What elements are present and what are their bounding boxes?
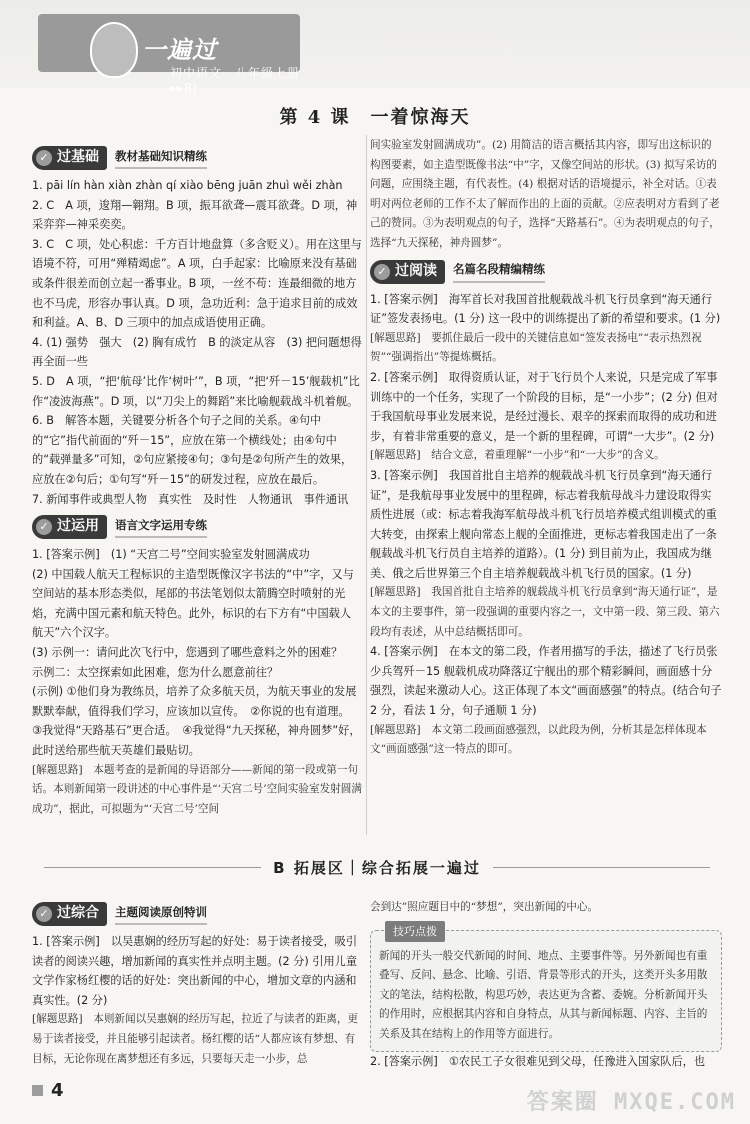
- check-icon: ✓: [36, 150, 52, 166]
- answer-item: 1. [答案示例] 海军首长对我国首批舰载战斗机飞行员拿到“海天通行证”签发表扬电。(1 分) 这一段中的训练提出了新的希望和要求。(1 分): [370, 292, 721, 326]
- answer-item: 4. [答案示例] 在本文的第二段，作者用描写的手法，描述了飞行员张少兵驾歼－15 舰载机成功降落辽宁舰出的那个精彩瞬间，画面感十分强烈，读起来激动人心。这正体现了本文“画面感强”的特点。(结合句子 2 分，看法 1 分，句子通顺 1 分): [370, 645, 722, 718]
- balloon-icon: [90, 22, 138, 78]
- tip-text: 新闻的开头一般交代新闻的时间、地点、主要事件等。另外新闻也有重叠写、反问、悬念、比喻、引语、背景等形式的开头，这类开头多用散文的笔法，结构松散，构思巧妙，表达更为含蓄、委婉。分析新闻开头的作用时，应根据其内容和自身特点，从其与新闻标题、内容、主旨的关系及其在结构上的作用等方面进行。: [379, 949, 708, 1040]
- bottom-right-column: [370, 898, 722, 1071]
- section-title: 过综合: [57, 905, 99, 922]
- section-header-comprehensive: [32, 900, 362, 928]
- section-header-reading: [370, 258, 722, 286]
- answer-list: [370, 290, 722, 760]
- brand-name: 一遍过: [142, 36, 217, 64]
- tip-box: [370, 924, 722, 1052]
- answer-item: 2. [答案示例] 取得资质认证，对于飞行员个人来说，只是完成了军事训练中的一个任务，实现了一个阶段的目标，是“一小步”；(2 分) 但对于我国航母事业发展来说，是经过漫长、艰辛的探索而取得的成功和进步，有着非常重要的意义，是一个新的里程碑，可谓“一大步”。(2 分): [370, 370, 718, 443]
- section-title: 过阅读: [395, 262, 437, 279]
- solution-hint: [解题思路] 本则新闻以吴惠娴的经历写起，拉近了与读者的距离，更易于读者接受，并且能够引起读者。杨红樱的话“人都应该有梦想、有目标，无论你现在离梦想还有多远，只要每天走一小步，总: [32, 1013, 359, 1065]
- answer-item: 示例二：太空探索如此困难，您为什么愿意前往？: [32, 665, 279, 679]
- book-subtitle: 初中语文 八年级上册 ▸▸RJ: [170, 66, 301, 95]
- answer-list: [32, 545, 362, 819]
- section-header-usage: [32, 513, 362, 541]
- page-footer: [32, 1080, 64, 1101]
- answer-item: (示例) ①他们身为教练员，培养了众多航天员，为航天事业的发展默默奉献，值得我们学习，应该加以宣传。 ②你说的也有道理。: [32, 685, 357, 718]
- page-number: 4: [51, 1080, 64, 1101]
- section-subtitle: 语言文字运用专练: [115, 516, 207, 539]
- section-header-basics: [32, 144, 362, 172]
- extension-band-title: B 拓展区｜综合拓展一遍过: [32, 855, 722, 879]
- logo: [38, 14, 301, 95]
- watermark: 答案圈 MXQE.COM: [526, 1090, 736, 1115]
- solution-hint: [解题思路] 结合文意，着重理解“一小步”和“一大步”的含义。: [370, 449, 665, 462]
- answer-item: 2. [答案示例] ①农民工子女很难见到父母，任豫进入国家队后，也: [370, 1054, 706, 1068]
- answer-item: 4. (1) 强势 强大 (2) 胸有成竹 B 的淡定从容 (3) 把问题想得再全面一些: [32, 335, 362, 369]
- solution-hint: [解题思路] 我国首批自主培养的舰载战斗机飞行员拿到“海天通行证”，是本文的主要事件，第一段强调的重要内容之一，文中第一段、第三段、第六段均有表述，从中总结概括即可。: [370, 586, 720, 638]
- answer-item: 5. D A 项，“把‘航母’比作‘树叶’”，B 项，“把‘歼－15’舰载机”比作“凌波海燕”。D 项，以“刀尖上的舞蹈”来比喻舰载战斗机着舰。: [32, 374, 360, 408]
- solution-hint: [解题思路] 要抓住最后一段中的关键信息如“签发表扬电”“表示热烈祝贺”“强调指出”等提炼概括。: [370, 331, 702, 364]
- continued-text: 会到达”照应题目中的“梦想”，突出新闻的中心。: [370, 901, 599, 913]
- section-title: 过基础: [57, 149, 99, 166]
- right-column: [370, 136, 722, 760]
- answer-item: 1. [答案示例] (1) “天宫二号”空间实验室发射圆满成功: [32, 548, 310, 562]
- section-subtitle: 教材基础知识精练: [115, 147, 207, 170]
- check-icon: ✓: [36, 519, 52, 535]
- section-subtitle: 主题阅读原创特训: [115, 903, 207, 926]
- answer-item: ③我觉得“天路基石”更合适。 ④我觉得“九天探秘，神舟圆梦”好，此时送给那些航天英雄们最贴切。: [32, 724, 361, 758]
- section-subtitle: 名篇名段精编精练: [453, 260, 545, 283]
- footer-square-icon: [32, 1085, 43, 1096]
- solution-hint: [解题思路] 本题考查的是新闻的导语部分——新闻的第一段或第一句话。本则新闻第一段讲述的中心事件是“‘天宫二号’空间实验室发射圆满成功”，据此，可拟题为“‘天宫二号’空间: [32, 763, 362, 815]
- column-divider: [366, 135, 367, 835]
- answer-list: [32, 176, 362, 509]
- continued-text: 间实验室发射圆满成功”。(2) 用简洁的语言概括其内容，即写出这标识的构图要素，如主造型既像书法“中”字，又像空间站的形状。(3) 拟写采访的问题，应围绕主题，有代表性。(4) 根据对话的语境提示，补全对话。①表明对两位老师的工作不太了解而作出的上面的贡献。②应表明对方看到了老己的赞同。③为表明观点的句子，选择“天路基石”。④为表明观点的句子，选择“九天探秘，神舟圆梦”。: [370, 139, 720, 249]
- check-icon: ✓: [36, 906, 52, 922]
- answer-item: (2) 中国载人航天工程标识的主造型既像汉字书法的“中”字，又与空间站的基本形态类似，尾部的书法笔划似太箭腾空时喷射的光焰，充满中国元素和航天特色。此外，标识的右下方有“中国载人航天”六个汉字。: [32, 567, 354, 640]
- left-column: [32, 140, 362, 819]
- check-icon: ✓: [374, 264, 390, 280]
- answer-item: 2. C A 项，逡翔—翱翔。B 项，振耳欲聋—震耳欲聋。D 项，神采弈弈—神采奕奕。: [32, 198, 358, 232]
- section-title: 过运用: [57, 518, 99, 535]
- answer-item: 1. [答案示例] 以吴惠娴的经历写起的好处：易于读者接受，吸引读者的阅读兴趣，增加新闻的真实性并点明主题。(2 分) 引用儿童文学作家杨红樱的话的好处：突出新闻的中心，增加文章的内涵和真实性。(2 分): [32, 935, 358, 1007]
- answer-item: 7. 新闻事件或典型人物 真实性 及时性 人物通讯 事件通讯: [32, 492, 349, 506]
- tip-title: 技巧点拨: [385, 921, 445, 943]
- solution-hint: [解题思路] 本文第二段画面感强烈，以此段为例，分析其是怎样体现本文“画面感强”这一特点的即可。: [370, 723, 707, 756]
- answer-item: 6. B 解答本题，关键要分析各个句子之间的关系。④句中的“它”指代前面的“歼－15”，应放在第一个横线处；由④句中的“载弹量多”可知，②句应紧接④句；③句是②句所产生的效果，应放在②句后；①句写“歼－15”的研发过程，应放在最后。: [32, 414, 353, 486]
- answer-item: 3. [答案示例] 我国首批自主培养的舰载战斗机飞行员拿到“海天通行证”，是我航母事业发展中的里程碑，标志着我航母战斗力建设取得实质性进展（或：标志着我海军航母战斗机飞行员培养模式组训模式的重大转变，由探索上舰向常态上舰的全面推进，更标志着我国走出了一条舰载战斗机飞行员自主培养的道路）。(1 分) 到目前为止，我国成为继美、俄之后世界第三个自主培养舰载战斗机飞行员的国家。(1 分): [370, 468, 717, 580]
- answer-item: (3) 示例一：请问此次飞行中，您遇到了哪些意料之外的困难？: [32, 646, 343, 660]
- bottom-left-column: [32, 896, 362, 1069]
- lesson-title: 第 4 课 一着惊海天: [279, 107, 471, 128]
- answer-item: 1. pāi lín hàn xiàn zhàn qí xiào bēng juān zhuì wěi zhàn: [32, 179, 343, 192]
- answer-item: 3. C C 项，处心积虑：千方百计地盘算（多含贬义）。用在这里与语境不符，可用“殚精竭虑”。A 项，白手起家：比喻原来没有基础或条件很差而创立起一番事业。B 项，一丝不苟：连最细微的地方也不马虎，形容办事认真。D 项，急功近利：急于追求目前的成效和利益。A、B、D 三项中的加点成语使用正确。: [32, 237, 362, 330]
